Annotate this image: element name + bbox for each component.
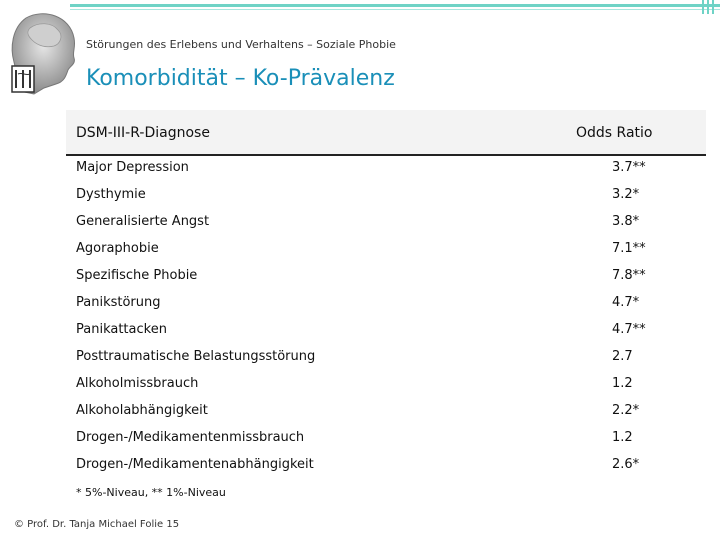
- top-line-thin: [70, 9, 720, 10]
- diagnosis-cell: Panikstörung: [76, 295, 161, 310]
- odds-ratio-cell: 3.2*: [612, 187, 640, 202]
- diagnosis-cell: Panikattacken: [76, 322, 167, 337]
- diagnosis-cell: Drogen-/Medikamentenmissbrauch: [76, 430, 305, 445]
- diagnosis-cell: Spezifische Phobie: [76, 268, 198, 283]
- table-row: [66, 370, 706, 397]
- slide-subtitle: Störungen des Erlebens und Verhaltens – Soziale Phobie: [86, 38, 396, 51]
- column-header-diagnosis: DSM-III-R-Diagnose: [76, 125, 210, 141]
- footer-credit: © Prof. Dr. Tanja Michael Folie 15: [14, 519, 180, 530]
- table-row: [66, 154, 706, 181]
- diagnosis-cell: Drogen-/Medikamentenabhängigkeit: [76, 457, 314, 472]
- odds-ratio-cell: 4.7**: [612, 322, 646, 337]
- diagnosis-cell: Major Depression: [76, 160, 189, 175]
- top-right-bars: [702, 0, 714, 14]
- odds-ratio-cell: 7.8**: [612, 268, 646, 283]
- odds-ratio-cell: 7.1**: [612, 241, 646, 256]
- diagnosis-cell: Alkoholabhängigkeit: [76, 403, 208, 418]
- odds-ratio-cell: 2.7: [612, 349, 633, 364]
- odds-ratio-cell: 2.6*: [612, 457, 640, 472]
- table-body: [66, 154, 706, 478]
- table-row: [66, 181, 706, 208]
- diagnosis-cell: Generalisierte Angst: [76, 214, 210, 229]
- table-row: [66, 316, 706, 343]
- slide-title: Komorbidität – Ko-Prävalenz: [86, 66, 395, 91]
- odds-ratio-cell: 3.8*: [612, 214, 640, 229]
- head-profile-logo-icon: [4, 10, 80, 96]
- table-row: [66, 451, 706, 478]
- table-row: [66, 397, 706, 424]
- table-row: [66, 289, 706, 316]
- diagnosis-cell: Dysthymie: [76, 187, 146, 202]
- odds-ratio-cell: 3.7**: [612, 160, 646, 175]
- diagnosis-cell: Posttraumatische Belastungsstörung: [76, 349, 316, 364]
- diagnosis-cell: Agoraphobie: [76, 241, 159, 256]
- table-row: [66, 262, 706, 289]
- table-header: [66, 110, 706, 156]
- table-row: [66, 208, 706, 235]
- top-decoration-bar: [0, 0, 720, 14]
- diagnosis-cell: Alkoholmissbrauch: [76, 376, 199, 391]
- table-row: [66, 235, 706, 262]
- odds-ratio-cell: 2.2*: [612, 403, 640, 418]
- odds-ratio-cell: 1.2: [612, 376, 633, 391]
- odds-ratio-cell: 1.2: [612, 430, 633, 445]
- table-row: [66, 343, 706, 370]
- significance-footnote: * 5%-Niveau, ** 1%-Niveau: [76, 486, 226, 499]
- table-row: [66, 424, 706, 451]
- column-header-odds-ratio: Odds Ratio: [576, 125, 653, 141]
- odds-ratio-cell: 4.7*: [612, 295, 640, 310]
- top-line: [70, 4, 720, 7]
